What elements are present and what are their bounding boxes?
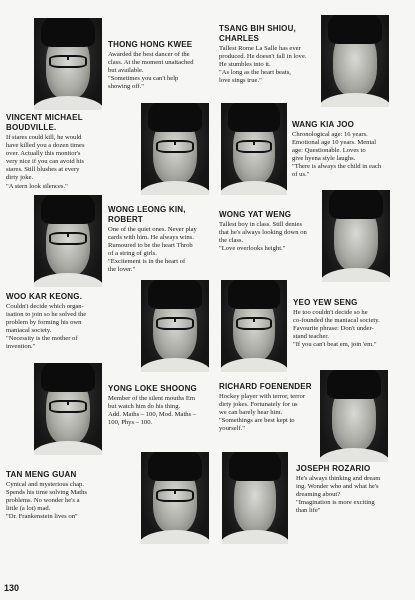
entry-joseph-rozario <box>296 464 412 515</box>
portrait-wong-leong-kin <box>34 195 102 287</box>
entry-woo-kar-keong <box>6 292 128 352</box>
entry-richard-foenender <box>219 382 323 433</box>
student-name: YEO YEW SENG <box>293 298 358 307</box>
portrait-tsang-bih-shiou <box>321 15 389 107</box>
entry-wang-kia-joo <box>292 120 410 180</box>
entry-vincent-michael-boudville <box>6 113 126 191</box>
portrait-wong-yat-weng <box>322 190 390 282</box>
student-write-up: Couldn't decide which organ- isation to join so he solved the problem by forming his own maniacal society. "Necessity is the mother of invention." <box>6 303 87 351</box>
entry-yong-loke-shoong <box>108 384 226 427</box>
student-name: WOO KAR KEONG. <box>6 292 83 301</box>
student-name: WONG LEONG KIN, ROBERT <box>108 205 186 224</box>
entry-wong-yat-weng <box>219 210 325 253</box>
student-write-up: Cynical and mysterious chap. Spends his time solving Maths problems. No wonder he's a little (a lot) mad. "Dr. Frankenstein lives on" <box>6 481 87 521</box>
portrait-thong-hong-kwee <box>34 18 102 110</box>
student-name: WONG YAT WENG <box>219 210 292 219</box>
student-name: JOSEPH ROZARIO <box>296 464 371 473</box>
entry-yeo-yew-seng <box>293 298 411 349</box>
entry-tan-meng-guan <box>6 470 134 521</box>
student-write-up: He too couldn't decide so he co-founded the maniacal society. Favourite phrase: Don't under- stand teacher. "If you can't beat em, join 'em." <box>293 309 380 349</box>
entry-tsang-bih-shiou <box>219 24 323 85</box>
portrait-woo-kar-keong <box>141 280 209 372</box>
portrait-richard-foenender <box>320 370 388 462</box>
page-number: 130 <box>4 583 20 593</box>
student-name: WANG KIA JOO <box>292 120 355 129</box>
student-name: RICHARD FOENENDER <box>219 382 312 391</box>
student-name: TSANG BIH SHIOU, CHARLES <box>219 24 296 43</box>
portrait-wang-kia-joo <box>221 103 287 195</box>
student-write-up: Hockey player with terror, terror dirty jokes. Fortunately for us we can barely hear him. "Somethings are best kept to yourself." <box>219 393 305 433</box>
student-write-up: Tallest Rome La Salle has ever produced. He doesn't fall in love. He stumbles into it. "As long as the heart beats, love sings true." <box>219 45 307 85</box>
student-name: VINCENT MICHAEL BOUDVILLE. <box>6 113 83 132</box>
portrait-vincent-michael-boudville <box>141 103 209 195</box>
entry-thong-hong-kwee <box>108 40 230 91</box>
student-write-up: Member of the silent mouths Em but watch him do his thing. Add. Maths – 100, Mod. Maths – 100, Phys – 100. <box>108 395 197 427</box>
portrait-yong-loke-shoong <box>34 363 102 455</box>
student-name: TAN MENG GUAN <box>6 470 77 479</box>
portrait-joseph-rozario <box>222 452 288 544</box>
entry-wong-leong-kin <box>108 205 226 275</box>
portrait-tan-meng-guan <box>141 452 209 544</box>
student-write-up: If stares could kill, he would have killed you a dozen times over. Actually this monitor's very nice if you can avoid his stares. Still blushes at every dirty joke. "A stern look silences." <box>6 134 85 190</box>
student-write-up: Awarded the best dancer of the class. At the moment unattached but available. "Sometimes you can't help showing off." <box>108 51 194 91</box>
student-name: THONG HONG KWEE <box>108 40 193 49</box>
student-write-up: One of the quiet ones. Never play cards with him. He always wins. Rumoured to be the heart Throb of a string of girls. "Excitement is in the heart of the lover." <box>108 226 197 274</box>
portrait-yeo-yew-seng <box>221 280 287 372</box>
student-write-up: He's always thinking and dream ing. Wonder who and what he's dreaming about? "Imagination is more exciting than life" <box>296 475 381 515</box>
student-write-up: Tallest boy in class. Still denies that he's always looking down on the class. "Love overlooks height." <box>219 221 307 253</box>
student-write-up: Chronological age: 16 years. Emotional age 10 years. Mental age: Questionable. Loves to give hyena style laughs. "There is always the child in each of us." <box>292 131 382 179</box>
student-name: YONG LOKE SHOONG <box>108 384 197 393</box>
